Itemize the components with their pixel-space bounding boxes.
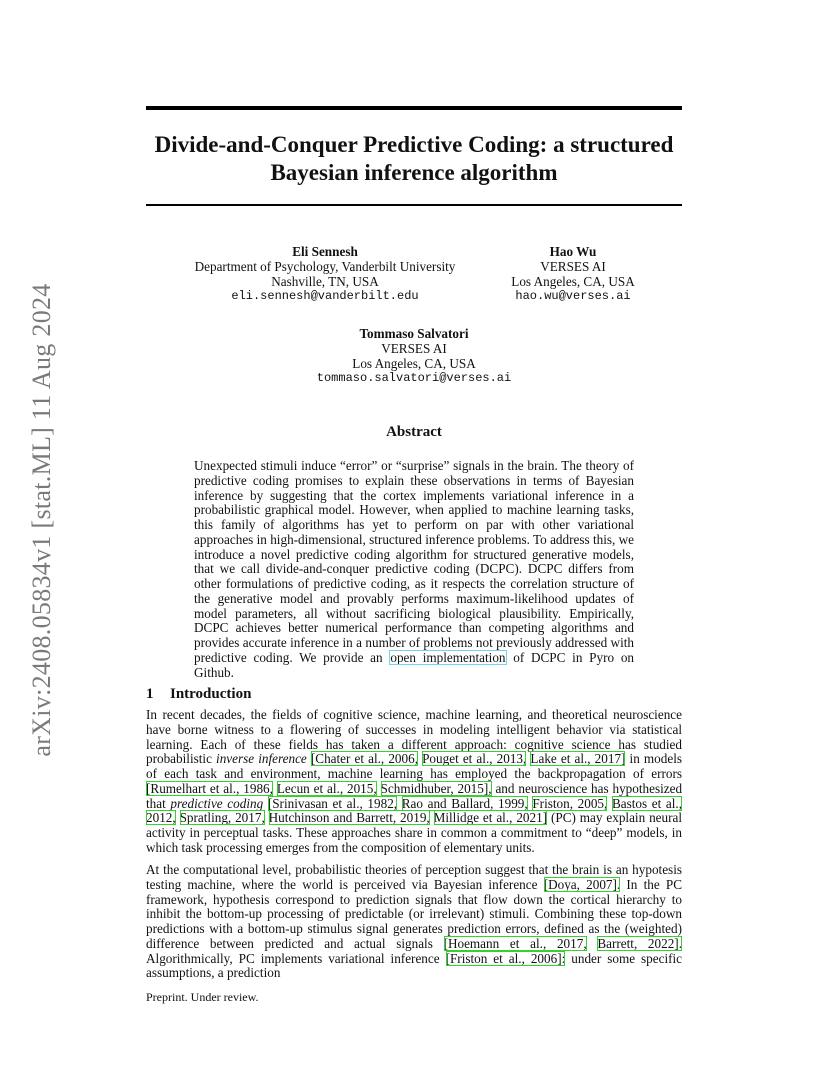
author-affiliation: VERSES AI <box>540 259 606 274</box>
paragraph-text: In the PC framework, hypothesis correspond to prediction signals that flow down the cortical hierarchy to inhibit the bottom-up processing of predictable (or irrelevant) stimuli. Combining these top-down predictions with a bottom-up stimulus signal generates prediction errors, defined as the (weighted) difference between predicted and actual signals <box>146 876 683 951</box>
author-name: Tommaso Salvatori <box>359 326 469 341</box>
title-bottom-rule <box>146 204 682 206</box>
citation-link[interactable]: [Rumelhart et al., 1986, <box>146 780 273 796</box>
author-block-1 <box>170 244 480 304</box>
open-implementation-link[interactable]: open implementation <box>390 649 506 665</box>
author-name: Hao Wu <box>549 244 597 259</box>
author-email[interactable]: hao.wu@verses.ai <box>515 289 631 303</box>
section-heading-introduction <box>146 686 251 703</box>
citation-link[interactable]: Lake et al., 2017] <box>530 751 626 767</box>
emphasis-text: inverse inference <box>216 751 307 767</box>
author-affiliation: VERSES AI <box>381 341 447 356</box>
abstract-body <box>194 459 634 680</box>
section-number: 1 <box>146 686 154 702</box>
intro-paragraph-1 <box>146 708 682 856</box>
paragraph-text: and neuroscience has hypothesized that <box>146 780 683 811</box>
paragraph-text: in models of each task and environment, machine learning has employed the backpropagation of errors <box>146 751 682 781</box>
author-location: Nashville, TN, USA <box>271 274 379 289</box>
abstract-text-end: of DCPC in Pyro on Github. <box>194 649 635 680</box>
footer-note: Preprint. Under review. <box>146 990 259 1004</box>
emphasis-text: predictive coding <box>170 795 264 811</box>
paragraph-text: Algorithmically, PC implements variational inference <box>146 950 440 966</box>
author-email[interactable]: eli.sennesh@vanderbilt.edu <box>231 289 419 303</box>
author-email[interactable]: tommaso.salvatori@verses.ai <box>316 371 512 385</box>
author-block-2 <box>490 244 656 304</box>
citation-link[interactable]: Barrett, 2022]. <box>597 935 683 951</box>
citation-link[interactable]: [Doya, 2007]. <box>543 876 621 892</box>
title-line-2: Bayesian inference algorithm <box>270 160 558 185</box>
citation-link[interactable]: Pouget et al., 2013, <box>422 751 527 767</box>
author-name: Eli Sennesh <box>292 244 358 259</box>
paper-title <box>110 131 718 187</box>
citation-link[interactable]: Bastos et al., 2012, <box>146 795 683 826</box>
author-affiliation: Department of Psychology, Vanderbilt University <box>194 259 456 274</box>
citation-link[interactable]: Spratling, 2017, <box>179 810 265 826</box>
author-block-3 <box>264 326 564 386</box>
abstract-heading: Abstract <box>386 424 442 440</box>
author-location: Los Angeles, CA, USA <box>352 356 476 371</box>
paragraph-text: under some specific assumptions, a prediction <box>146 950 683 981</box>
citation-link[interactable]: Lecun et al., 2015, <box>276 780 377 796</box>
title-top-rule <box>146 106 682 110</box>
arxiv-id: arXiv:2408.05834v1 [stat.ML] 11 Aug 2024 <box>27 283 56 757</box>
intro-paragraph-2 <box>146 863 682 981</box>
citation-link[interactable]: [Chater et al., 2006, <box>310 751 418 767</box>
citation-link[interactable]: Friston, 2005, <box>532 795 608 811</box>
citation-link[interactable]: Schmidhuber, 2015], <box>380 780 492 796</box>
citation-link[interactable]: [Hoemann et al., 2017, <box>443 935 587 951</box>
title-line-1: Divide-and-Conquer Predictive Coding: a structured <box>154 132 674 157</box>
citation-link[interactable]: Millidge et al., 2021] <box>433 810 548 826</box>
section-title: Introduction <box>170 686 252 702</box>
citation-link[interactable]: [Srinivasan et al., 1982, <box>267 795 398 811</box>
paragraph-text: At the computational level, probabilistic theories of perception suggest that the brain is an hypotesis testing machine, where the world is perceived via Bayesian inference <box>146 862 682 892</box>
paragraph-text: In recent decades, the fields of cognitive science, machine learning, and theoretical neuroscience have borne witness to a flowering of successes in modeling intelligent behavior via statistical learning. Each of these fields has taken a different approach: cognitive science has studied probabilistic <box>146 707 682 767</box>
citation-link[interactable]: [Friston et al., 2006]: <box>445 950 566 966</box>
paragraph-text: (PC) may explain neural activity in perceptual tasks. These approaches share in common a commitment to “deep” models, in which task processing emerges from the composition of elementary units. <box>146 810 683 855</box>
abstract-text: Unexpected stimuli induce “error” or “surprise” signals in the brain. The theory of predictive coding promises to explain these observations in terms of Bayesian inference by suggesting that the cortex implements variational inference in a probabilistic graphical model. However, when applied to machine learning tasks, this family of algorithms has yet to perform on par with other variational approaches in high-dimensional, structured inference problems. To address this, we introduce a novel predictive coding algorithm for structured generative models, that we call divide-and-conquer predictive coding (DCPC). DCPC differs from other formulations of predictive coding, as it respects the correlation structure of the generative model and provably performs maximum-likelihood updates of model parameters, all without sacrificing biological plausibility. Empirically, DCPC achieves better numerical performance than competing algorithms and provides accurate inference in a number of problems not previously addressed with predictive coding. We provide an <box>194 458 634 665</box>
citation-link[interactable]: Rao and Ballard, 1999, <box>401 795 528 811</box>
citation-link[interactable]: Hutchinson and Barrett, 2019, <box>268 810 430 826</box>
author-location: Los Angeles, CA, USA <box>511 274 635 289</box>
